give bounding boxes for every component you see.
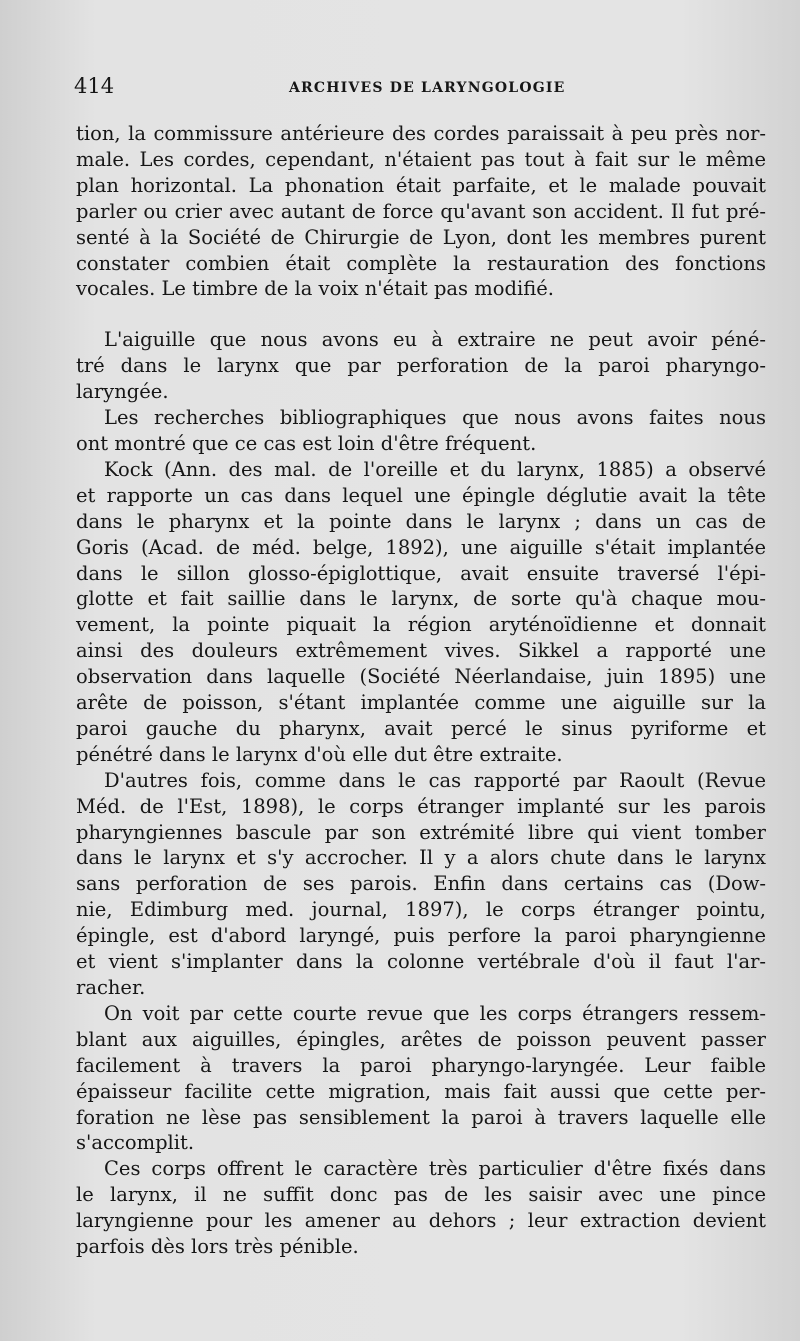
paragraph (76, 1001, 766, 1156)
text-line: dans le pharynx et la pointe dans le larynx ; dans un cas de (76, 509, 766, 533)
paragraph (76, 457, 766, 768)
text-line: tion, la commissure antérieure des cordes paraissait à peu près nor- (76, 122, 766, 145)
text-line: observation dans laquelle (Société Néerlandaise, juin 1895) une (76, 665, 766, 689)
text-line: racher. (76, 976, 146, 999)
text-line: facilement à travers la paroi pharyngo-laryngée. Leur faible (76, 1053, 766, 1077)
text-line: ainsi des douleurs extrêmement vives. Sikkel a rapporté une (76, 639, 766, 663)
text-line: foration ne lèse pas sensiblement la paroi à travers laquelle elle (76, 1105, 766, 1129)
text-line: et vient s'implanter dans la colonne vertébrale d'où il faut l'ar- (76, 950, 766, 974)
text-line: pharyngiennes bascule par son extrémité libre qui vient tomber (76, 820, 766, 844)
text-line: tré dans le larynx que par perforation de la paroi pharyngo- (76, 354, 766, 378)
page-header (74, 74, 764, 104)
text-line: vement, la pointe piquait la région aryténoïdienne et donnait (76, 613, 766, 637)
paragraph (76, 121, 766, 302)
text-line: laryngienne pour les amener au dehors ; leur extraction devient (76, 1209, 766, 1233)
text-line: pénétré dans le larynx d'où elle dut être extraite. (76, 742, 563, 766)
paragraph (76, 327, 766, 405)
page-number: 414 (74, 74, 115, 98)
body-text (76, 121, 766, 1260)
text-line: le larynx, il ne suffit donc pas de les saisir avec une pince (76, 1183, 766, 1207)
text-line: male. Les cordes, cependant, n'étaient pas tout à fait sur le même (76, 147, 766, 171)
text-line: Kock (Ann. des mal. de l'oreille et du larynx, 1885) a observé (104, 457, 766, 481)
text-line: Goris (Acad. de méd. belge, 1892), une aiguille s'était implantée (76, 535, 766, 559)
text-line: dans le larynx et s'y accrocher. Il y a alors chute dans le larynx (76, 846, 766, 870)
text-line: Ces corps offrent le caractère très particulier d'être fixés dans (104, 1157, 766, 1181)
text-line: Méd. de l'Est, 1898), le corps étranger implanté sur les parois (76, 794, 766, 818)
paragraph (76, 405, 766, 457)
text-line: épingle, est d'abord laryngé, puis perfore la paroi pharyngienne (76, 924, 766, 948)
text-line: Les recherches bibliographiques que nous avons faites nous (104, 406, 766, 430)
text-line: parler ou crier avec autant de force qu'avant son accident. Il fut pré- (76, 199, 766, 223)
text-line: nie, Edimburg med. journal, 1897), le corps étranger pointu, (76, 898, 766, 922)
text-line: D'autres fois, comme dans le cas rapporté par Raoult (Revue (104, 768, 766, 792)
text-line: laryngée. (76, 380, 169, 404)
text-line: paroi gauche du pharynx, avait percé le sinus pyriforme et (76, 716, 766, 740)
text-line: sans perforation de ses parois. Enfin dans certains cas (Dow- (76, 872, 766, 896)
text-line: L'aiguille que nous avons eu à extraire ne peut avoir péné- (104, 328, 766, 352)
text-line: vocales. Le timbre de la voix n'était pas modifié. (76, 277, 554, 301)
running-title: ARCHIVES DE LARYNGOLOGIE (289, 80, 566, 96)
text-line: épaisseur facilite cette migration, mais fait aussi que cette per- (76, 1079, 766, 1103)
text-line: et rapporte un cas dans lequel une épingle déglutie avait la tête (76, 483, 766, 507)
text-line: senté à la Société de Chirurgie de Lyon, dont les membres purent (76, 225, 766, 249)
text-line: dans le sillon glosso-épiglottique, avait ensuite traversé l'épi- (76, 561, 766, 585)
text-line: arête de poisson, s'étant implantée comme une aiguille sur la (76, 691, 766, 715)
text-line: constater combien était complète la restauration des fonctions (76, 251, 766, 275)
text-line: s'accomplit. (76, 1131, 195, 1155)
paragraph (76, 1156, 766, 1260)
text-line: On voit par cette courte revue que les corps étrangers ressem- (104, 1001, 766, 1025)
text-line: parfois dès lors très pénible. (76, 1235, 359, 1259)
paragraph (76, 768, 766, 1001)
text-line: ont montré que ce cas est loin d'être fréquent. (76, 431, 537, 455)
text-line: plan horizontal. La phonation était parfaite, et le malade pouvait (76, 173, 766, 197)
text-line: blant aux aiguilles, épingles, arêtes de poisson peuvent passer (76, 1027, 766, 1051)
text-line: glotte et fait saillie dans le larynx, de sorte qu'à chaque mou- (76, 587, 766, 611)
